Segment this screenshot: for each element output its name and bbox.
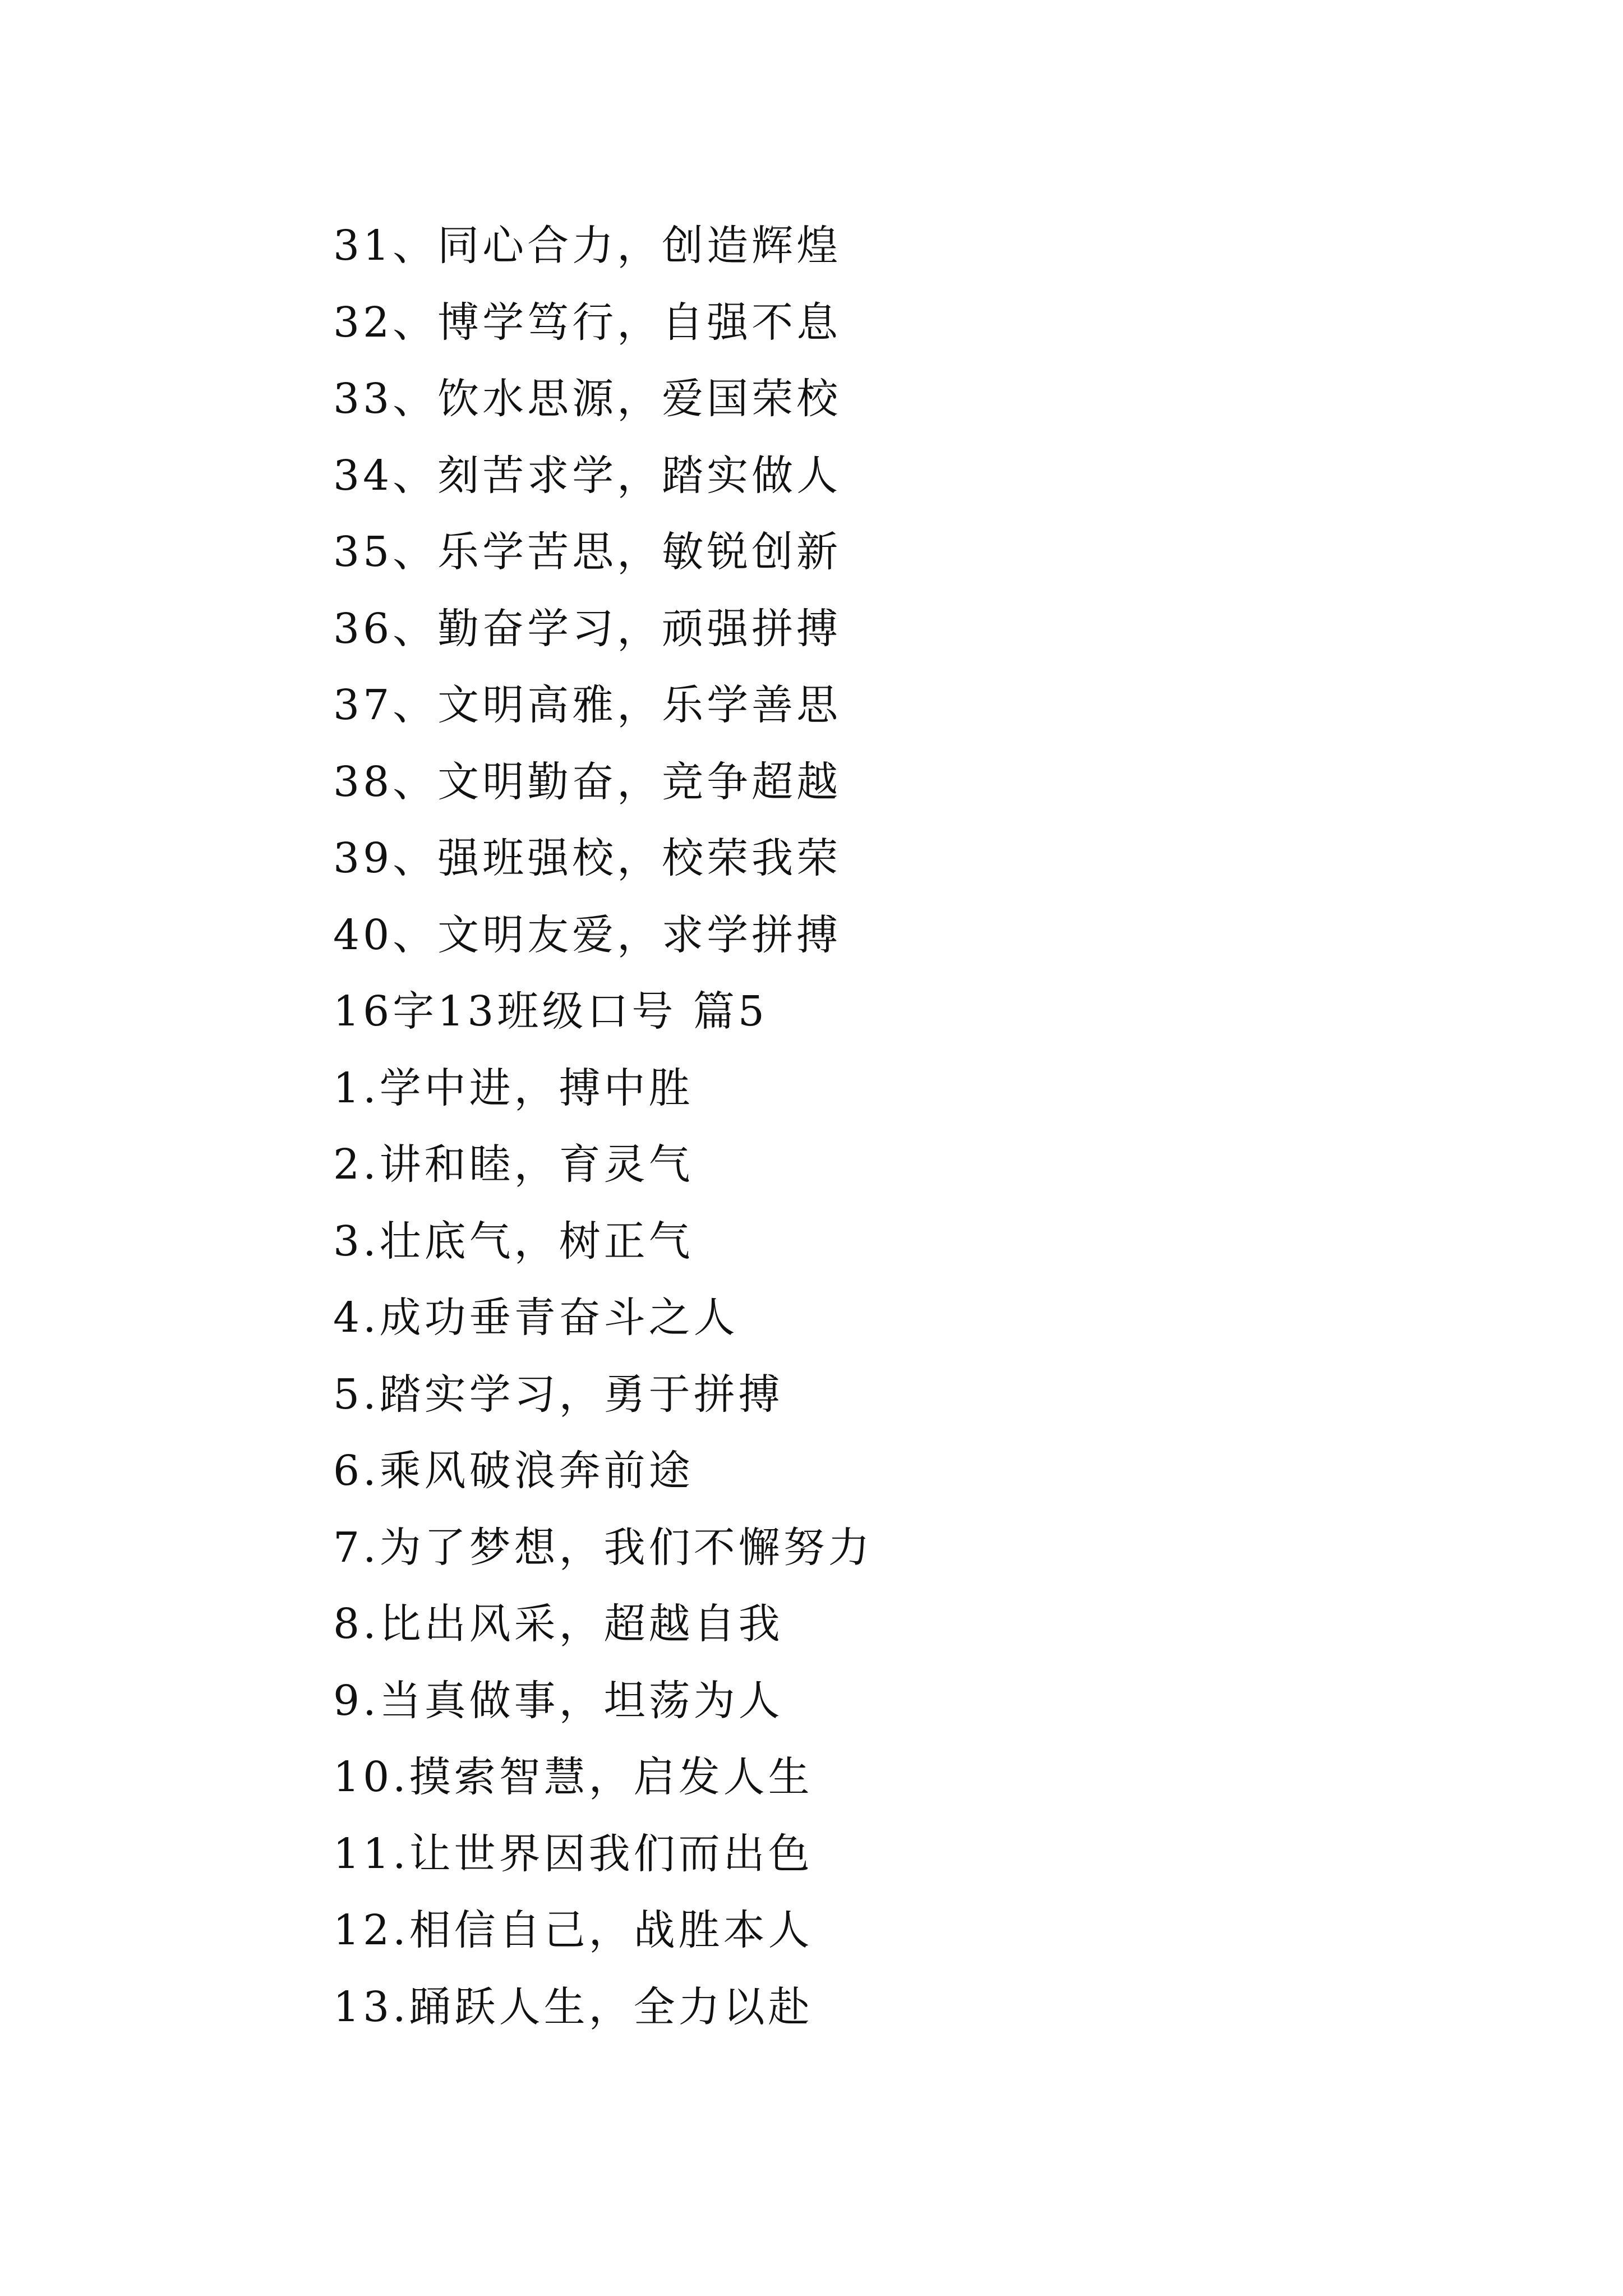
slogan-line: 34、刻苦求学，踏实做人 bbox=[333, 451, 842, 500]
slogan-line: 37、文明高雅，乐学善思 bbox=[333, 681, 842, 729]
slogan-line: 40、文明友爱，求学拼搏 bbox=[333, 910, 842, 959]
slogan-line: 7.为了梦想，我们不懈努力 bbox=[333, 1523, 873, 1572]
slogan-line: 33、饮水思源，爱国荣校 bbox=[333, 375, 842, 423]
slogan-line: 3.壮底气，树正气 bbox=[333, 1217, 694, 1266]
slogan-line: 36、勤奋学习，顽强拼搏 bbox=[333, 604, 842, 653]
slogan-line: 4.成功垂青奋斗之人 bbox=[333, 1294, 739, 1342]
slogan-line: 8.比出风采，超越自我 bbox=[333, 1600, 783, 1648]
slogan-line: 12.相信自己，战胜本人 bbox=[333, 1906, 813, 1954]
slogan-line: 2.讲和睦，育灵气 bbox=[333, 1140, 694, 1189]
slogan-line: 32、博学笃行，自强不息 bbox=[333, 298, 842, 347]
slogan-line: 9.当真做事，坦荡为人 bbox=[333, 1676, 783, 1725]
slogan-line: 13.踊跃人生，全力以赴 bbox=[333, 1982, 813, 2031]
slogan-line: 5.踏实学习，勇于拼搏 bbox=[333, 1370, 783, 1419]
slogan-line: 39、强班强校，校荣我荣 bbox=[333, 834, 842, 882]
slogan-line: 11.让世界因我们而出色 bbox=[333, 1829, 813, 1878]
section-heading: 16字13班级口号 篇5 bbox=[333, 987, 768, 1036]
slogan-line: 6.乘风破浪奔前途 bbox=[333, 1447, 694, 1495]
slogan-list bbox=[333, 208, 1511, 2045]
slogan-line: 1.学中进，搏中胜 bbox=[333, 1064, 694, 1112]
slogan-line: 38、文明勤奋，竞争超越 bbox=[333, 757, 842, 806]
slogan-line: 10.摸索智慧，启发人生 bbox=[333, 1753, 813, 1801]
slogan-line: 31、同心合力，创造辉煌 bbox=[333, 222, 842, 270]
slogan-line: 35、乐学苦思，敏锐创新 bbox=[333, 528, 842, 576]
